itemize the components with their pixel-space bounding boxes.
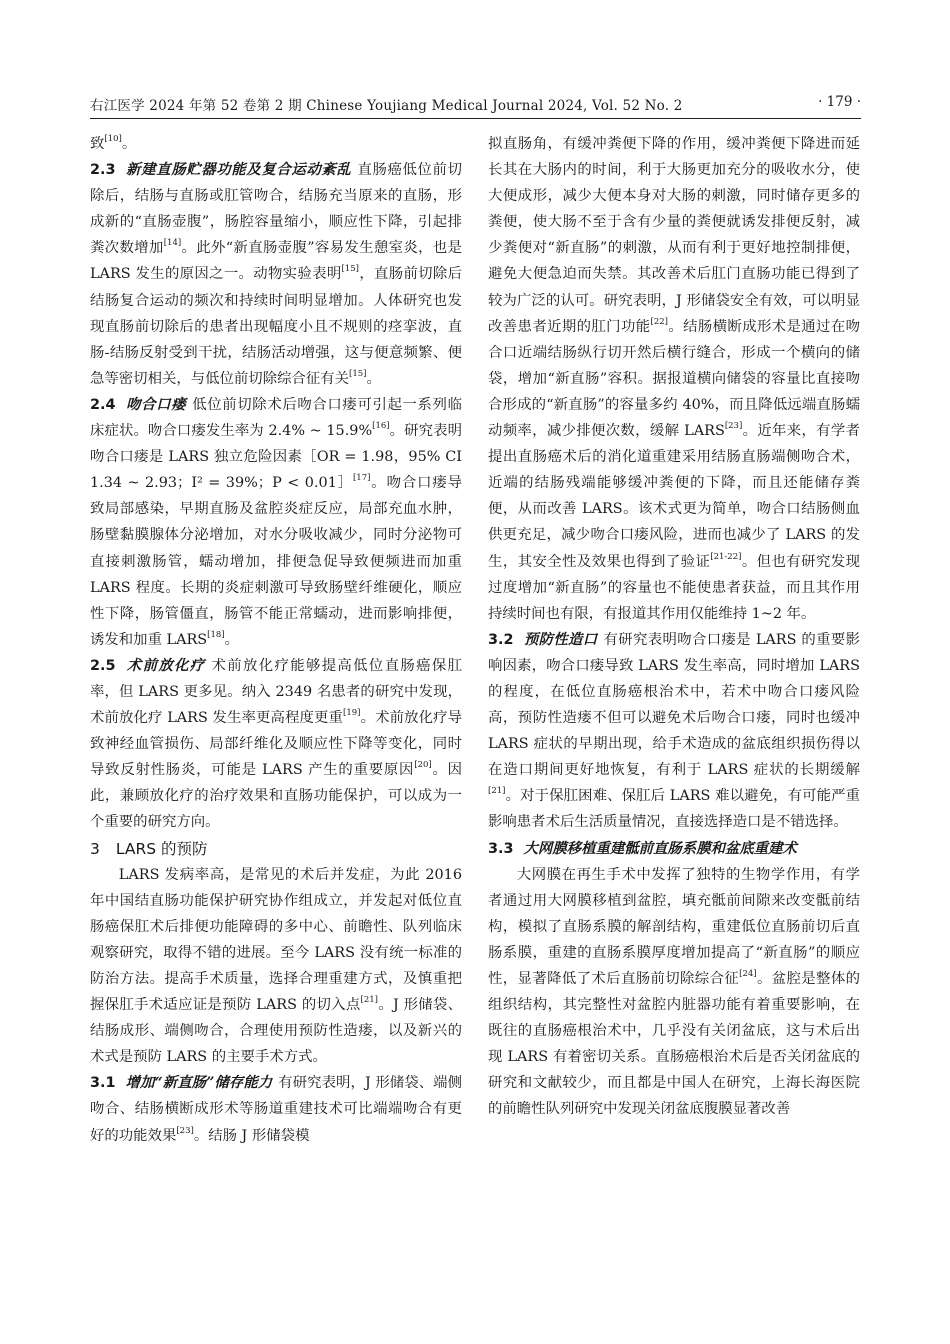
section-number: 2.5 [90, 657, 116, 674]
section-3-2: 3.2 预防性造口 有研究表明吻合口瘘是 LARS 的重要影响因素，吻合口瘘导致 LARS 发生率高，同时增加 LARS 的程度，在低位直肠癌根治术中，若术中吻合口瘘风险高，预防性造瘘不但可以避免术后吻合口瘘，同时也缓冲 LARS 症状的早期出现，给手术造成的盆底组织损伤得以在造口期间更好地恢复，有利于 LARS 症状的长期缓解[21]。对于保肛困难、保肛后 LARS 难以避免，有可能严重影响患者术后生活质量情况，直接选择造口是不错选择。 [488, 630, 860, 831]
section-3-heading [90, 836, 462, 862]
citation[interactable]: [21] [488, 786, 506, 797]
section-number: 3.1 [90, 1075, 116, 1092]
header-rule [90, 118, 861, 119]
citation[interactable]: [10] [104, 134, 122, 144]
citation[interactable]: [14] [163, 238, 182, 249]
citation[interactable]: [17] [352, 473, 371, 484]
section-number: 3.2 [488, 631, 514, 648]
citation[interactable]: [22] [650, 316, 668, 327]
section-3-1-continued: 拟直肠角，有缓冲粪便下降的作用，缓冲粪便下降进而延长其在大肠内的时间，利于大肠更加充分的吸收水分，使大便成形，减少大便本身对大肠的刺激，同时储存更多的粪便，使大肠不至于含有少量的粪便就诱发排便反射，减少粪便对“新直肠”的刺激，从而有利于更好地控制排便，避免大便急迫而失禁。其改善术后肛门直肠功能已得到了较为广泛的认可。研究表明，J 形储袋安全有效，可以明显改善患者近期的肛门功能[22]。结肠横断成形术是通过在吻合口近端结肠纵行切开然后横行缝合，形成一个横向的储袋，增加“新直肠”容积。据报道横向储袋的容量比直接吻合形成的“新直肠”的容量多约 40%，而且降低远端直肠蠕动频率，减少排便次数，缓解 LARS[23]。近年来，有学者提出直肠癌术后的消化道重建采用结肠直肠端侧吻合术，近端的结肠残端能够缓冲粪便的下降，而且还能储存粪便，从而改善 LARS。该术式更为简单，吻合口结肠侧血供更充足，减少吻合口瘘风险，进而也减少了 LARS 的发生，其安全性及效果也得到了验证[21-22]。但也有研究发现过度增加“新直肠”的容量也不能使患者获益，而且其作用持续时间也有限，有报道其作用仅能维持 1~2 年。 [488, 136, 860, 622]
section-title: LARS 的预防 [115, 839, 208, 858]
citation[interactable]: [15] [349, 368, 367, 379]
journal-header: 右江医学 2024 年第 52 卷第 2 期 Chinese Youjiang Medical Journal 2024, Vol. 52 No. 2 [90, 98, 683, 114]
section-title: 大网膜移植重建骶前直肠系膜和盆底重建术 [523, 839, 797, 857]
section-2-3: 2.3 新建直肠贮器功能及复合运动紊乱 直肠癌低位前切除后，结肠与直肠或肛管吻合，结肠充当原来的直肠，形成新的“直肠壶腹”，肠腔容量缩小，顺应性下降，引起排粪次数增加[14]。此外“新直肠壶腹”容易发生憩室炎，也是 LARS 发生的原因之一。动物实验表明[15]，直肠前切除后结肠复合运动的频次和持续时间明显增加。人体研究也发现直肠前切除后的患者出现幅度小且不规则的痉挛波，直肠-结肠反射受到干扰，结肠活动增强，这与便意频繁、便急等密切相关，与低位前切除综合征有关[15]。 [90, 161, 462, 387]
section-title: 新建直肠贮器功能及复合运动紊乱 [125, 161, 352, 179]
citation[interactable]: [16] [372, 421, 390, 432]
paragraph-continuation: 致[10]。 [90, 134, 137, 152]
section-2-5: 2.5 术前放化疗 术前放化疗能够提高低位直肠癌保肛率，但 LARS 更多见。纳入 2349 名患者的研究中发现，术前放化疗 LARS 发生率更高程度更重[19]。术前放化疗导致神经血管损伤、局部纤维化及顺应性下降等变化，同时导致反射性肠炎，可能是 LARS 产生的重要原因[20]。因此，兼顾放化疗的治疗效果和直肠功能保护，可以成为一个重要的研究方向。 [90, 656, 462, 831]
citation[interactable]: [23] [176, 1125, 194, 1136]
citation[interactable]: [18] [207, 629, 225, 640]
page-number: · 179 · [818, 94, 861, 110]
left-column [90, 131, 462, 1149]
citation[interactable]: [23] [724, 421, 743, 432]
section-number: 2.3 [90, 162, 116, 179]
section-title: 预防性造口 [523, 630, 598, 648]
citation[interactable]: [21-22] [710, 551, 742, 562]
section-number: 3.3 [488, 840, 514, 857]
running-header [90, 94, 861, 116]
citation[interactable]: [19] [343, 708, 361, 719]
section-title: 术前放化疗 [125, 656, 206, 674]
right-column [488, 131, 860, 1123]
section-2-4: 2.4 吻合口瘘 低位前切除术后吻合口瘘可引起一系列临床症状。吻合口瘘发生率为 2.4% ~ 15.9%[16]。研究表明吻合口瘘是 LARS 独立危险因素［OR = 1.98，95% CI 1.34 ~ 2.93；I² = 39%；P < 0.01］[17]。吻合口瘘导致局部感染，早期直肠及盆腔炎症反应，局部充血水肿，肠壁黏膜腺体分泌增加，对水分吸收减少，同时分泌物可直接刺激肠管，蠕动增加，排便急促导致便频进而加重 LARS 程度。长期的炎症刺激可导致肠壁纤维硬化，顺应性下降，肠管僵直，肠管不能正常蠕动，进而影响排便，诱发和加重 LARS[18]。 [90, 395, 462, 648]
section-number: 3 [90, 839, 100, 858]
citation[interactable]: [20] [414, 760, 432, 771]
section-title: 增加“新直肠”储存能力 [125, 1074, 273, 1092]
citation[interactable]: [24] [739, 969, 757, 979]
citation[interactable]: [15] [341, 264, 359, 275]
section-3-1: 3.1 增加“新直肠”储存能力 有研究表明，J 形储袋、端侧吻合、结肠横断成形术等肠道重建技术可比端端吻合有更好的功能效果[23]。结肠 J 形储袋模 [90, 1074, 462, 1144]
section-3-3-heading [488, 836, 860, 862]
section-3-3-body: 大网膜在再生手术中发挥了独特的生物学作用，有学者通过用大网膜移植到盆腔，填充骶前间隙来改变骶前结构，模拟了直肠系膜的解剖结构，重建低位直肠前切后直肠系膜，重建的直肠系膜厚度增加提高了“新直肠”的顺应性，显著降低了术后直肠前切除综合征[24]。盆腔是整体的组织结构，其完整性对盆腔内脏器功能有着重要影响，在既往的直肠癌根治术中，几乎没有关闭盆底，这与术后出现 LARS 有着密切关系。直肠癌根治术后是否关闭盆底的研究和文献较少，而且都是中国人在研究，上海长海医院的前瞻性队列研究中发现关闭盆底腹膜显著改善 [488, 866, 860, 1118]
section-3-body: LARS 发病率高，是常见的术后并发症，为此 2016 年中国结直肠功能保护研究协作组成立，并发起对低位直肠癌保肛术后排便功能障碍的多中心、前瞻性、队列临床观察研究，取得不错的进展。至今 LARS 没有统一标准的防治方法。提高手术质量，选择合理重建方式，及慎重把握保肛手术适应证是预防 LARS 的切入点[21]。J 形储袋、结肠成形、端侧吻合，合理使用预防性造瘘，以及新兴的术式是预防 LARS 的主要手术方式。 [90, 866, 463, 1066]
section-title: 吻合口瘘 [125, 395, 187, 413]
citation[interactable]: [21] [360, 995, 378, 1006]
section-number: 2.4 [90, 396, 116, 413]
